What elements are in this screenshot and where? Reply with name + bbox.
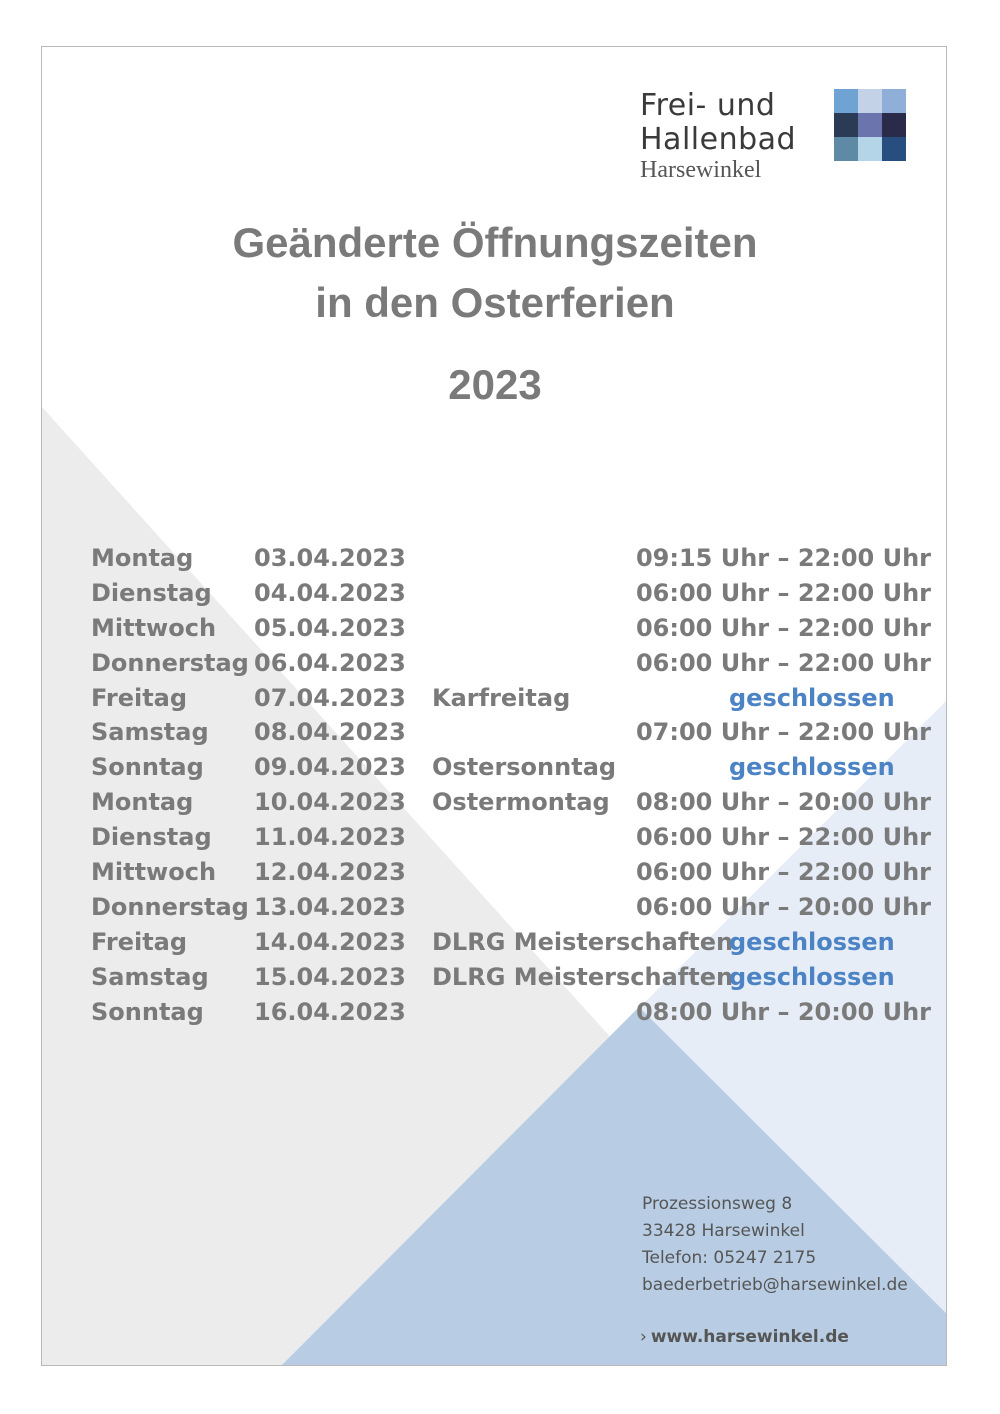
schedule-day: Mittwoch bbox=[91, 858, 217, 887]
logo-grid-cell bbox=[834, 89, 858, 113]
schedule-closed: geschlossen bbox=[729, 927, 895, 956]
schedule-date: 14.04.2023 bbox=[254, 927, 406, 956]
logo-grid-cell bbox=[858, 113, 882, 137]
schedule-row bbox=[91, 960, 941, 995]
schedule-row bbox=[91, 646, 941, 681]
schedule-date: 05.04.2023 bbox=[254, 613, 406, 642]
schedule-note: Karfreitag bbox=[432, 683, 571, 712]
schedule-note: DLRG Meisterschaften bbox=[432, 927, 734, 956]
schedule-hours: 09:15 Uhr – 22:00 Uhr bbox=[635, 544, 931, 572]
schedule-hours: 06:00 Uhr – 22:00 Uhr bbox=[635, 613, 931, 642]
schedule-row bbox=[91, 925, 941, 960]
schedule-row bbox=[91, 541, 941, 576]
schedule-row bbox=[91, 576, 941, 611]
logo-grid-cell bbox=[834, 113, 858, 137]
schedule-hours: 08:00 Uhr – 20:00 Uhr bbox=[635, 997, 931, 1026]
schedule-day: Donnerstag bbox=[91, 648, 249, 677]
logo-grid-cell bbox=[882, 113, 906, 137]
schedule-note: DLRG Meisterschaften bbox=[432, 962, 734, 991]
schedule-hours: 07:00 Uhr – 22:00 Uhr bbox=[635, 718, 931, 747]
address-city: 33428 Harsewinkel bbox=[642, 1221, 805, 1241]
logo-grid-cell bbox=[834, 137, 858, 161]
schedule-row bbox=[91, 750, 941, 785]
schedule-hours: 06:00 Uhr – 22:00 Uhr bbox=[635, 578, 931, 607]
schedule-day: Mittwoch bbox=[91, 613, 217, 642]
schedule-day: Donnerstag bbox=[91, 892, 249, 921]
logo-text bbox=[640, 89, 796, 183]
schedule-hours: 06:00 Uhr – 22:00 Uhr bbox=[635, 823, 931, 852]
schedule-row bbox=[91, 855, 941, 890]
schedule-day: Montag bbox=[91, 544, 194, 572]
poster bbox=[41, 46, 947, 1366]
logo-line-2: Hallenbad bbox=[640, 122, 797, 157]
schedule-closed: geschlossen bbox=[729, 683, 895, 712]
schedule-date: 03.04.2023 bbox=[254, 544, 406, 572]
schedule-row bbox=[91, 715, 941, 750]
schedule-date: 06.04.2023 bbox=[254, 648, 406, 677]
logo-grid-cell bbox=[882, 89, 906, 113]
schedule-day: Freitag bbox=[91, 683, 188, 712]
schedule-closed: geschlossen bbox=[729, 962, 895, 991]
website-link[interactable] bbox=[640, 1327, 849, 1347]
schedule-date: 11.04.2023 bbox=[254, 823, 406, 852]
logo-square-grid-icon bbox=[834, 89, 906, 161]
title-line-2: in den Osterferien bbox=[315, 279, 675, 326]
address-email: baederbetrieb@harsewinkel.de bbox=[642, 1275, 908, 1295]
schedule-day: Freitag bbox=[91, 927, 188, 956]
schedule-date: 08.04.2023 bbox=[254, 718, 406, 747]
schedule-date: 09.04.2023 bbox=[254, 753, 406, 782]
title-year: 2023 bbox=[448, 361, 542, 408]
schedule-note: Ostermontag bbox=[432, 788, 610, 817]
schedule-row bbox=[91, 611, 941, 646]
schedule-date: 07.04.2023 bbox=[254, 683, 406, 712]
schedule-date: 15.04.2023 bbox=[254, 962, 406, 991]
schedule-day: Dienstag bbox=[91, 578, 212, 607]
schedule-table bbox=[91, 541, 941, 1029]
schedule-row bbox=[91, 820, 941, 855]
address-phone: Telefon: 05247 2175 bbox=[642, 1248, 817, 1268]
address-block bbox=[642, 1191, 908, 1299]
schedule-hours: 06:00 Uhr – 22:00 Uhr bbox=[635, 858, 931, 887]
schedule-row bbox=[91, 890, 941, 925]
schedule-row bbox=[91, 785, 941, 820]
schedule-date: 04.04.2023 bbox=[254, 578, 406, 607]
schedule-hours: 08:00 Uhr – 20:00 Uhr bbox=[635, 788, 931, 817]
schedule-date: 12.04.2023 bbox=[254, 858, 406, 887]
logo-grid-cell bbox=[858, 137, 882, 161]
schedule-note: Ostersonntag bbox=[432, 753, 617, 782]
schedule-date: 16.04.2023 bbox=[254, 997, 406, 1026]
address-street: Prozessionsweg 8 bbox=[642, 1194, 793, 1214]
schedule-date: 13.04.2023 bbox=[254, 892, 406, 921]
schedule-date: 10.04.2023 bbox=[254, 788, 406, 817]
schedule-day: Montag bbox=[91, 788, 194, 817]
logo-grid-cell bbox=[882, 137, 906, 161]
schedule-row bbox=[91, 681, 941, 716]
chevron-right-icon: › bbox=[640, 1327, 647, 1347]
logo-grid-cell bbox=[858, 89, 882, 113]
logo-line-1: Frei- und bbox=[640, 88, 776, 123]
logo-line-3: Harsewinkel bbox=[640, 157, 762, 183]
schedule-day: Samstag bbox=[91, 962, 209, 991]
website-url: www.harsewinkel.de bbox=[650, 1327, 849, 1347]
title-line-1: Geänderte Öffnungszeiten bbox=[232, 219, 758, 266]
schedule-day: Sonntag bbox=[91, 997, 204, 1026]
schedule-hours: 06:00 Uhr – 22:00 Uhr bbox=[635, 648, 931, 677]
schedule-hours: 06:00 Uhr – 20:00 Uhr bbox=[635, 892, 931, 921]
schedule-day: Sonntag bbox=[91, 753, 204, 782]
schedule-day: Dienstag bbox=[91, 823, 212, 852]
schedule-day: Samstag bbox=[91, 718, 209, 747]
schedule-row bbox=[91, 995, 941, 1030]
schedule-closed: geschlossen bbox=[729, 753, 895, 782]
